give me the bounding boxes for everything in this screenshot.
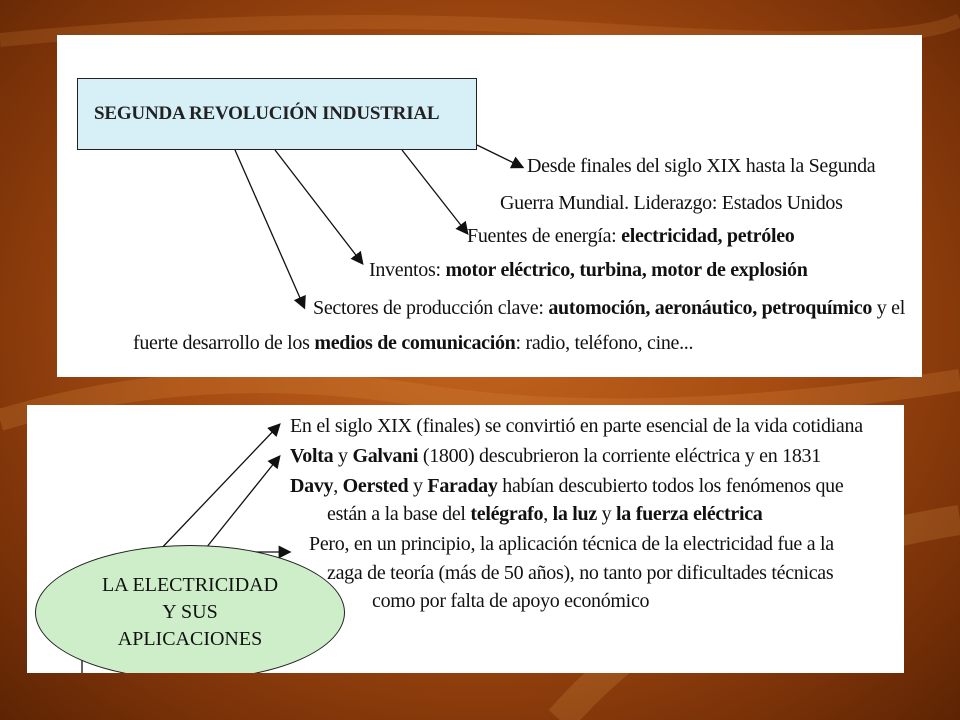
item-inventions: Inventos: motor eléctrico, turbina, motor de explosión xyxy=(369,259,808,281)
item-sectors-line1: Sectores de producción clave: automoción, aeronáutico, petroquímico y el xyxy=(313,297,906,319)
section-title: SEGUNDA REVOLUCIÓN INDUSTRIAL xyxy=(94,103,440,124)
text-line-2: Volta y Galvani (1800) descubrieron la corriente eléctrica y en 1831 xyxy=(290,445,821,467)
item-sectors-line2: fuerte desarrollo de los medios de comunicación: radio, teléfono, cine... xyxy=(133,332,694,354)
arrow-b xyxy=(202,457,279,553)
arrow-1 xyxy=(477,145,522,167)
text-line-7: como por falta de apoyo económico xyxy=(372,590,650,612)
text-line-1: En el siglo XIX (finales) se convirtió en parte esencial de la vida cotidiana xyxy=(290,415,863,437)
arrow-2 xyxy=(402,150,467,233)
text-line-6: zaga de teoría (más de 50 años), no tanto por dificultades técnicas xyxy=(327,562,834,584)
item-energy: Fuentes de energía: electricidad, petróleo xyxy=(467,225,795,247)
text-line-3: Davy, Oersted y Faraday habían descubierto todos los fenómenos que xyxy=(290,475,844,497)
item-period-line1: Desde finales del siglo XIX hasta la Segunda xyxy=(527,155,876,177)
electricity-panel xyxy=(27,405,904,673)
electricity-ellipse: LA ELECTRICIDAD Y SUS APLICACIONES xyxy=(35,545,345,673)
text-line-4: están a la base del telégrafo, la luz y la fuerza eléctrica xyxy=(327,503,763,525)
industrial-revolution-panel xyxy=(57,35,922,377)
arrow-3 xyxy=(275,150,362,263)
text-line-5: Pero, en un principio, la aplicación técnica de la electricidad fue a la xyxy=(309,533,834,555)
item-period-line2: Guerra Mundial. Liderazgo: Estados Unidos xyxy=(500,192,843,214)
